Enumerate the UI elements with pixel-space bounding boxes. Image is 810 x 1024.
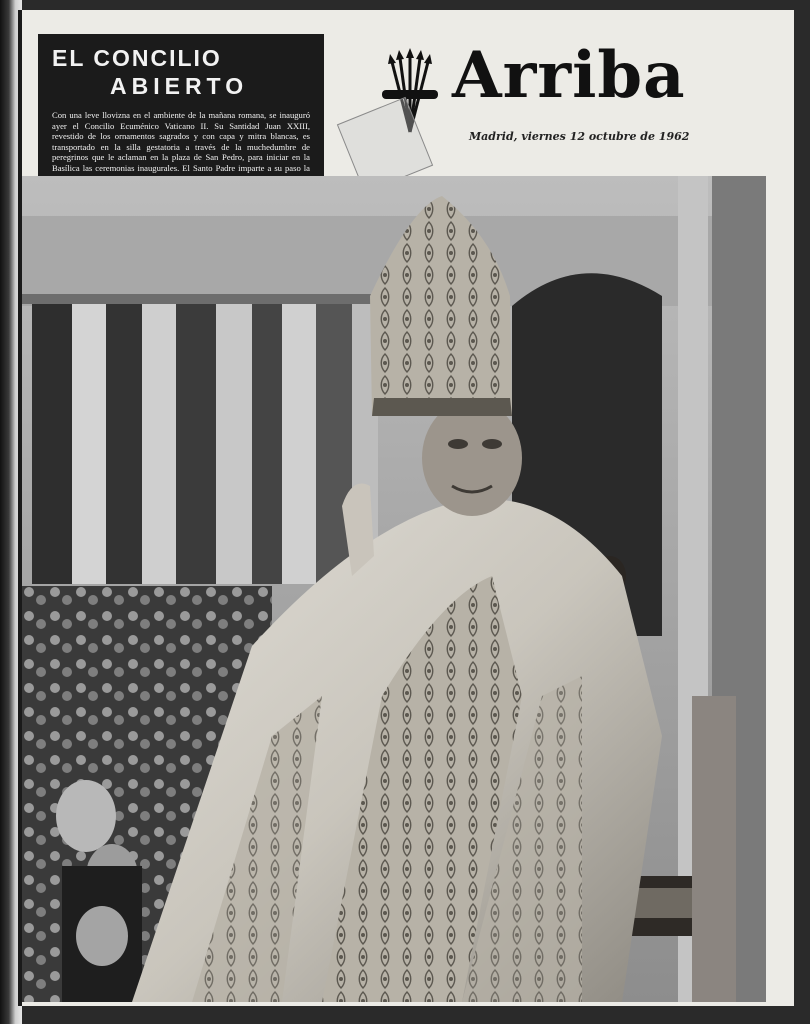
binding-edge xyxy=(0,0,22,1024)
headline-line-1: EL CONCILIO xyxy=(52,45,222,71)
headline-line-2: ABIERTO xyxy=(110,73,249,99)
front-page-photo xyxy=(22,176,766,1002)
newspaper-page xyxy=(22,10,794,1006)
headline-box xyxy=(38,34,324,198)
twisted-column xyxy=(692,696,736,1002)
colonnade-columns xyxy=(32,304,378,584)
photo-caption: Con una leve llovizna en el ambiente de la mañana romana, se inauguró ayer el Concilio Ecuménico Vaticano II. Su Santidad Juan XXIII, revestido de los ornamentos sagrados y con capa y mitra blancas, es transportado en la silla gestatoria a través de la muchedumbre de peregrinos que le aclaman en la plaza de San Pedro, para iniciar en la Basílica las ceremonias inaugurales. El Santo Padre imparte a su paso la xyxy=(52,110,310,173)
masthead-title: Arriba xyxy=(452,38,686,113)
headline xyxy=(52,44,310,100)
masthead-dateline: Madrid, viernes 12 octubre de 1962 xyxy=(469,130,690,143)
pope-face xyxy=(422,400,522,516)
photo-illustration xyxy=(22,176,766,1002)
